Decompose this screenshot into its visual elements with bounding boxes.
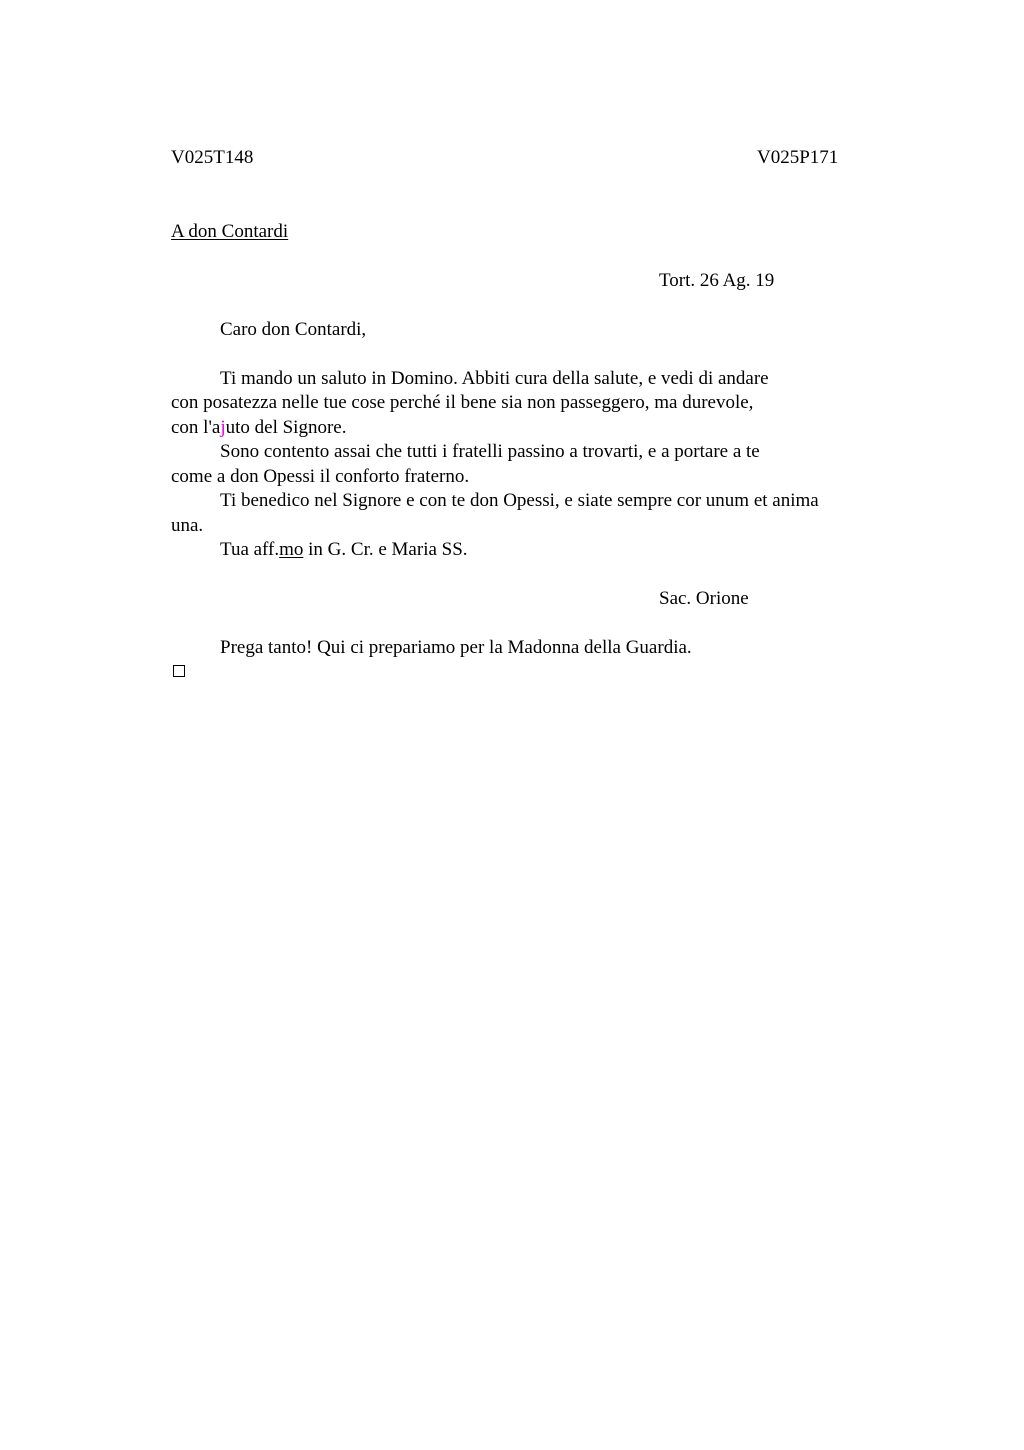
underlined-abbreviation: mo	[279, 539, 304, 560]
text-segment: uto del Signore.	[225, 417, 347, 438]
text-segment: in G. Cr. e Maria SS.	[303, 539, 468, 560]
closing-line	[220, 538, 468, 563]
text-segment: Tua aff.	[220, 539, 280, 560]
paragraph-3-line-2: una.	[171, 515, 204, 536]
document-code-left: V025T148	[171, 147, 254, 168]
paragraph-1-line-2: con posatezza nelle tue cose perché il bene sia non passeggero, ma durevole,	[171, 392, 754, 413]
document-code-right: V025P171	[757, 147, 839, 168]
paragraph-1-line-1: Ti mando un saluto in Domino. Abbiti cura della salute, e vedi di andare	[220, 368, 769, 389]
highlighted-letter: j	[220, 417, 226, 438]
paragraph-2-line-2: come a don Opessi il conforto fraterno.	[171, 466, 470, 487]
paragraph-3-line-1: Ti benedico nel Signore e con te don Opessi, e siate sempre cor unum et anima	[220, 490, 819, 511]
salutation: Caro don Contardi,	[220, 319, 367, 340]
signature: Sac. Orione	[659, 588, 749, 609]
empty-square-icon	[173, 665, 185, 677]
postscript: Prega tanto! Qui ci prepariamo per la Madonna della Guardia.	[220, 637, 692, 658]
text-segment: con l'a	[171, 417, 221, 438]
paragraph-2-line-1: Sono contento assai che tutti i fratelli passino a trovarti, e a portare a te	[220, 441, 760, 462]
place-date: Tort. 26 Ag. 19	[659, 270, 775, 291]
addressee-heading: A don Contardi	[171, 221, 289, 242]
paragraph-1-line-3	[171, 416, 346, 441]
